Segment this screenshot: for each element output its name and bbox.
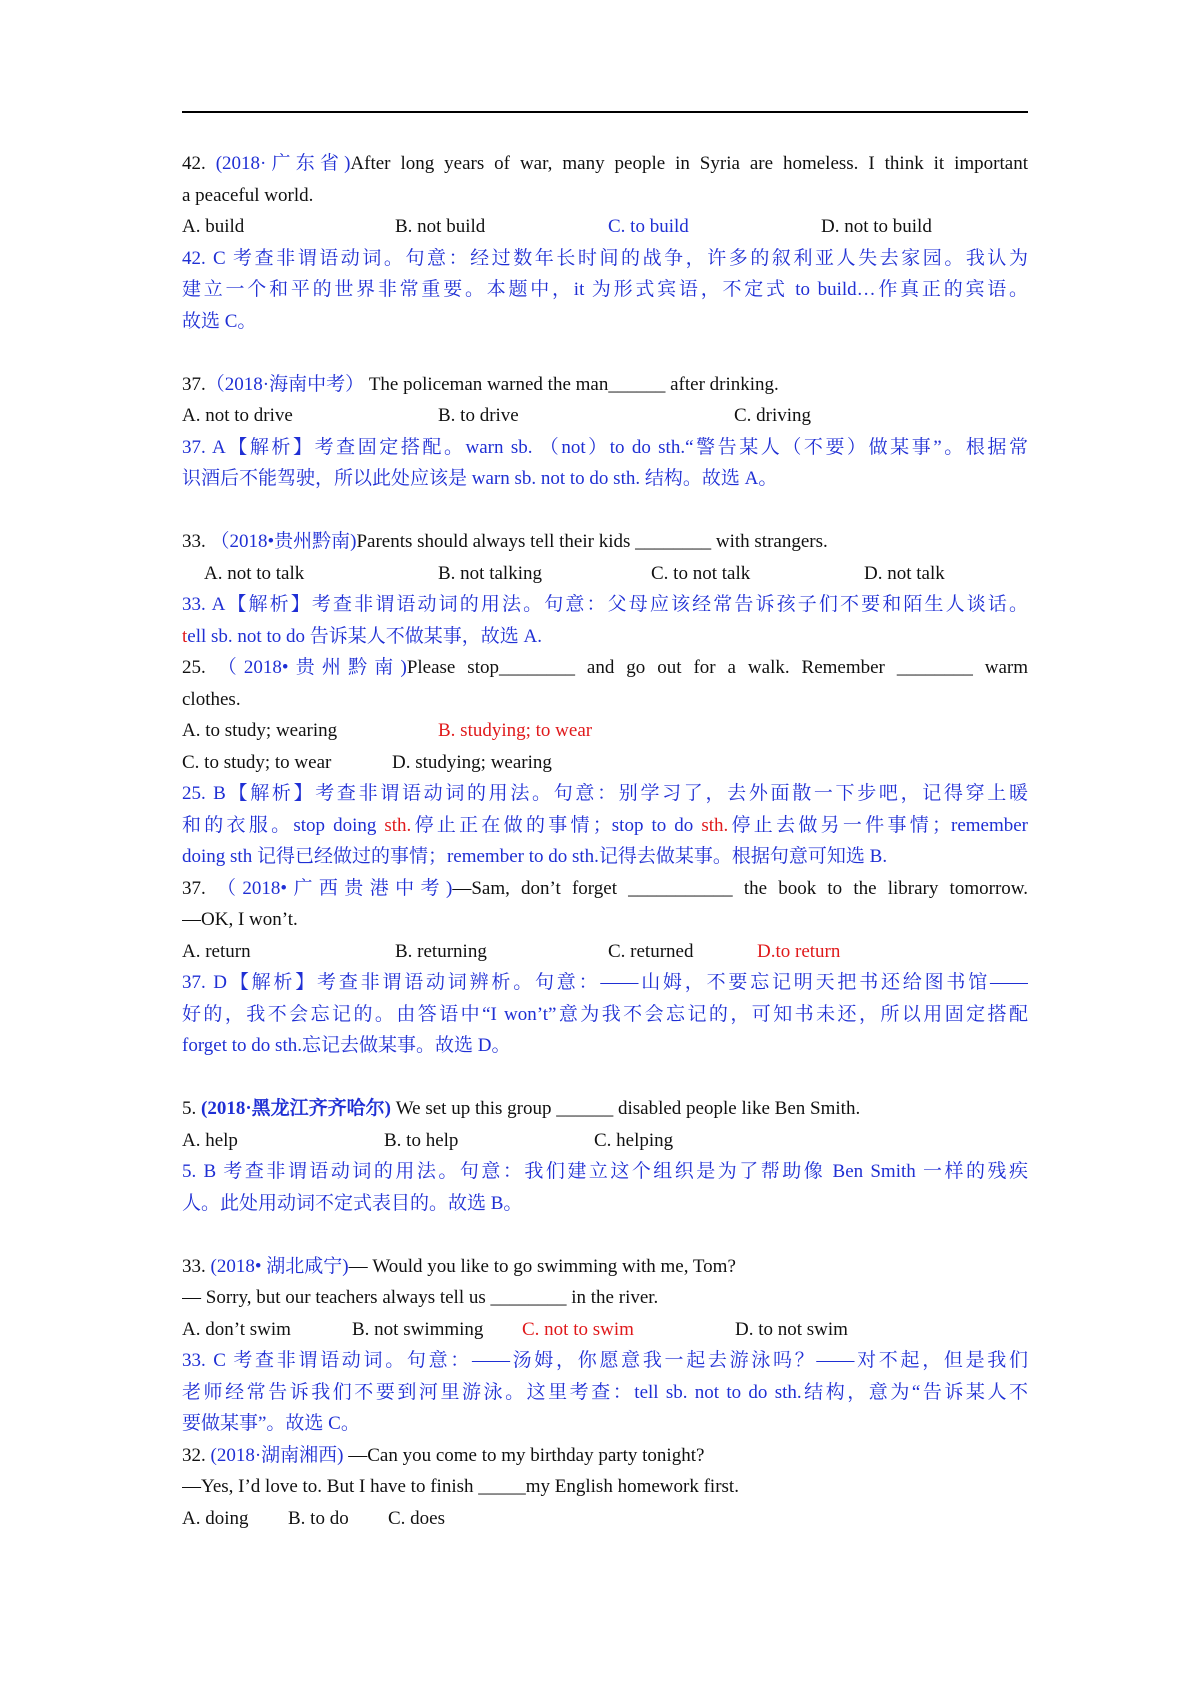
q42-answer: 42. C 考查非谓语动词。句意：经过数年长时间的战争，许多的叙利亚人失去家园。我认为 <box>182 247 1028 269</box>
question-source: （2018•广西贵港中考) <box>216 877 453 899</box>
q33a-options <box>182 558 1028 590</box>
q42-answer-cont: 建立一个和平的世界非常重要。本题中，it 为形式宾语，不定式 to build…作真正的宾语。 <box>182 279 1028 300</box>
q37b-answer-end: forget to do sth.忘记去做某事。故选 D。 <box>182 1035 511 1056</box>
q42-answer-end: 故选 C。 <box>182 310 257 332</box>
q25-answer-cont: 和的衣服。stop doing sth.停止正在做的事情；stop to do sth.停止去做另一件事情；remember <box>182 814 1028 836</box>
q5-stem <box>182 1093 1028 1125</box>
question-number: 25. <box>182 657 218 678</box>
q32-stem <box>182 1440 1028 1472</box>
question-number: 5. <box>182 1098 201 1119</box>
question-text: The policeman warned the man______ after drinking. <box>364 373 779 395</box>
option-d-correct: D.to return <box>757 940 841 962</box>
question-source: (2018• 湖北咸宁) <box>210 1255 349 1277</box>
question-number: 33. <box>182 531 211 552</box>
question-source: (2018·湖南湘西) <box>210 1444 344 1466</box>
question-list <box>182 148 1028 1534</box>
question-number: 37. <box>182 373 206 395</box>
question-text: —Sam, don’t forget ___________ the book to the library tomorrow. <box>452 877 1028 899</box>
option-c: C. does <box>388 1507 445 1529</box>
question-source: （2018•贵州黔南) <box>217 657 407 678</box>
q37b-answer-cont: 好的，我不会忘记的。由答语中“I won’t”意为我不会忘记的，可知书未还，所以用固定搭配 <box>182 1003 1028 1025</box>
q5-options <box>182 1125 1028 1157</box>
q37a-stem <box>182 369 1028 401</box>
option-a: A. doing <box>182 1507 249 1529</box>
question-text: After long years of war, many people in Syria are homeless. I think it important <box>350 153 1028 174</box>
q25-options-row1 <box>182 715 1028 747</box>
q32-options <box>182 1503 1028 1535</box>
option-b: B. to drive <box>438 405 519 426</box>
option-a: A. return <box>182 940 251 962</box>
option-a: A. not to talk <box>204 562 305 584</box>
q37b-options <box>182 936 1028 968</box>
q33b-answer: 33. C 考查非谓语动词。句意：——汤姆，你愿意我一起去游泳吗？——对不起，但是我们 <box>182 1350 1028 1371</box>
question-number: 37. <box>182 877 217 899</box>
option-b: B. to help <box>384 1129 459 1151</box>
q37a-options <box>182 400 1028 432</box>
question-number: 32. <box>182 1444 211 1466</box>
option-d: D. to not swim <box>735 1318 848 1340</box>
question-text: —Can you come to my birthday party tonight? <box>343 1444 705 1466</box>
question-text: Please stop________ and go out for a walk. Remember ________ warm <box>406 657 1028 678</box>
option-d: D. studying; wearing <box>392 751 552 773</box>
option-d: D. not talk <box>864 562 945 584</box>
question-text: — Would you like to go swimming with me, Tom? <box>348 1255 736 1277</box>
q5-answer: 5. B 考查非谓语动词的用法。句意：我们建立这个组织是为了帮助像 Ben Smith 一样的残疾 <box>182 1161 1028 1182</box>
option-c-correct: C. not to swim <box>522 1318 634 1340</box>
option-c: C. returned <box>608 940 694 962</box>
option-b: B. to do <box>288 1507 349 1529</box>
q5-answer-cont: 人。此处用动词不定式表目的。故选 B。 <box>182 1192 523 1214</box>
option-b: B. returning <box>395 940 487 962</box>
q33a-answer-cont: tell sb. not to do 告诉某人不做某事，故选 A. <box>182 625 542 647</box>
question-number: 33. <box>182 1255 211 1277</box>
option-a: A. don’t swim <box>182 1318 291 1340</box>
header-rule <box>182 111 1028 113</box>
q33a-stem <box>182 526 1028 558</box>
question-text: We set up this group ______ disabled people like Ben Smith. <box>391 1098 861 1119</box>
q33b-answer-cont: 老师经常告诉我们不要到河里游泳。这里考查：tell sb. not to do sth.结构，意为“告诉某人不 <box>182 1381 1028 1403</box>
option-a: A. build <box>182 216 245 237</box>
option-c: C. to not talk <box>651 562 751 584</box>
q25-stem <box>182 652 1028 684</box>
q25-answer-end: doing sth 记得已经做过的事情；remember to do sth.记得去做某事。根据句意可知选 B. <box>182 846 888 867</box>
q42-stem-cont: a peaceful world. <box>182 184 314 206</box>
q37a-answer: 37. A【解析】考查固定搭配。warn sb. （not）to do sth.“警告某人（不要）做某事”。根据常 <box>182 436 1028 458</box>
option-b: B. not talking <box>438 562 542 584</box>
q42-stem <box>182 148 1028 180</box>
question-source: （2018•贵州黔南) <box>210 531 357 552</box>
q33b-stem-cont: — Sorry, but our teachers always tell us ________ in the river. <box>182 1287 659 1308</box>
option-a: A. to study; wearing <box>182 720 338 741</box>
question-source: （2018·海南中考） <box>205 373 365 395</box>
question-source: (2018·广东省) <box>215 153 351 174</box>
option-b: B. not build <box>395 216 486 237</box>
question-source: (2018·黑龙江齐齐哈尔) <box>201 1098 391 1119</box>
q25-answer: 25. B【解析】考查非谓语动词的用法。句意：别学习了，去外面散一下步吧，记得穿上暖 <box>182 783 1028 804</box>
option-d: D. not to build <box>821 216 932 237</box>
q25-stem-cont: clothes. <box>182 688 241 710</box>
q33b-answer-end: 要做某事”。故选 C。 <box>182 1413 360 1434</box>
q37b-answer: 37. D【解析】考查非谓语动词辨析。句意：——山姆，不要忘记明天把书还给图书馆—— <box>182 972 1028 993</box>
q33b-options <box>182 1314 1028 1346</box>
option-a: A. help <box>182 1129 238 1151</box>
question-number: 42. <box>182 153 216 174</box>
option-a: A. not to drive <box>182 405 293 426</box>
option-c-correct: C. to build <box>608 216 689 237</box>
q32-stem-cont: —Yes, I’d love to. But I have to finish _____my English homework first. <box>182 1476 739 1497</box>
option-c: C. to study; to wear <box>182 751 332 773</box>
q25-options-row2 <box>182 747 1028 779</box>
question-text: Parents should always tell their kids ________ with strangers. <box>356 531 828 552</box>
option-c: C. helping <box>594 1129 674 1151</box>
q42-options <box>182 211 1028 243</box>
q37a-answer-cont: 识酒后不能驾驶，所以此处应该是 warn sb. not to do sth. 结构。故选 A。 <box>182 468 778 489</box>
q37b-stem <box>182 873 1028 905</box>
option-b-correct: B. studying; to wear <box>438 720 593 741</box>
option-c: C. driving <box>734 405 812 426</box>
q37b-stem-cont: —OK, I won’t. <box>182 909 298 930</box>
q33a-answer: 33. A【解析】考查非谓语动词的用法。句意：父母应该经常告诉孩子们不要和陌生人谈话。 <box>182 594 1028 615</box>
option-b: B. not swimming <box>352 1318 484 1340</box>
q33b-stem <box>182 1251 1028 1283</box>
